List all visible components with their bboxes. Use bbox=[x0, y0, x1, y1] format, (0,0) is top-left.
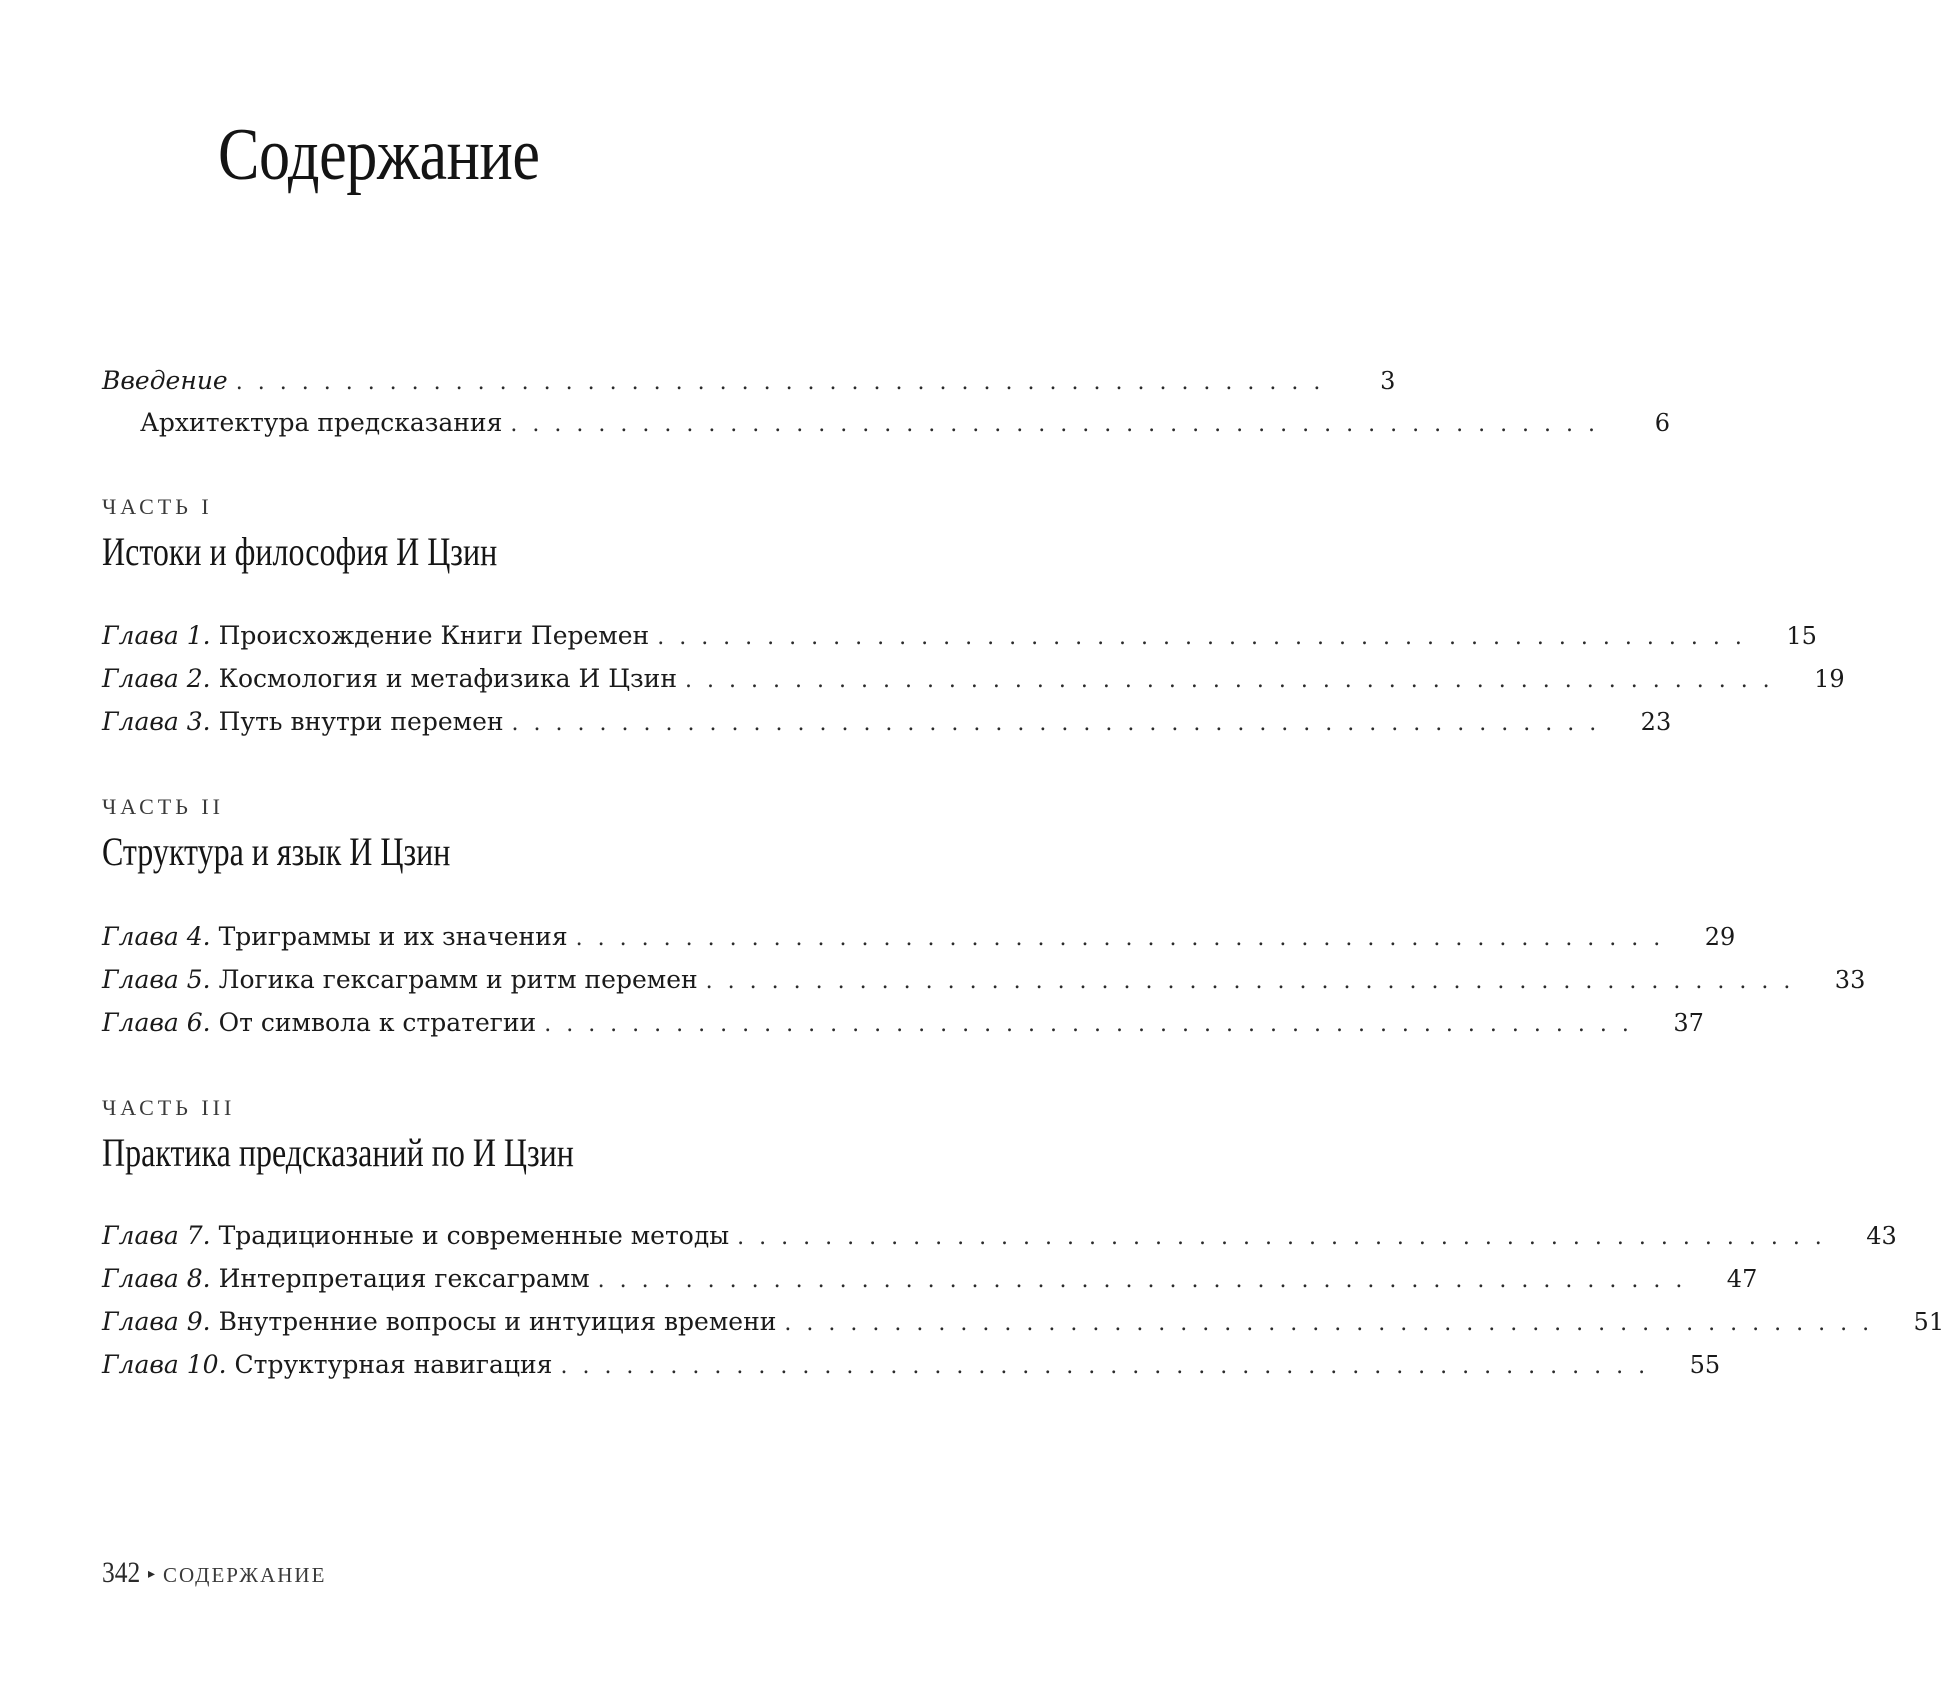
toc-entry-title: Триграммы и их значения bbox=[218, 922, 568, 951]
part-title: Практика предсказаний по И Цзин bbox=[102, 1130, 574, 1175]
chapter-label: Глава 7. bbox=[102, 1221, 211, 1250]
toc-entry-title: Логика гексаграмм и ритм перемен bbox=[218, 965, 698, 994]
chapter-label: Глава 10. bbox=[102, 1350, 227, 1379]
toc-entry-chapter-8[interactable] bbox=[102, 1259, 1758, 1299]
toc-entry-title: Традиционные и современные методы bbox=[218, 1221, 730, 1250]
toc-entry-title: Интерпретация гексаграмм bbox=[218, 1264, 590, 1293]
page-footer bbox=[102, 1556, 326, 1590]
dot-leader: .................................................. bbox=[705, 969, 1806, 994]
chapter-label: Глава 1. bbox=[102, 621, 211, 650]
dot-leader: .................................................. bbox=[737, 1225, 1837, 1250]
chapter-label: Глава 8. bbox=[102, 1264, 211, 1293]
page-title: Содержание bbox=[218, 114, 540, 196]
toc-entry-chapter-5[interactable] bbox=[102, 960, 1866, 1000]
footer-section-title: СОДЕРЖАНИЕ bbox=[163, 1563, 327, 1587]
toc-entry-chapter-7[interactable] bbox=[102, 1216, 1897, 1256]
toc-page-number: 19 bbox=[1814, 665, 1845, 693]
toc-entry-title: Внутренние вопросы и интуиция времени bbox=[218, 1307, 777, 1336]
toc-entry-architecture[interactable] bbox=[140, 403, 1671, 443]
toc-page-number: 3 bbox=[1380, 367, 1396, 395]
toc-page-number: 29 bbox=[1704, 923, 1736, 951]
toc-entry-title: Путь внутри перемен bbox=[218, 707, 504, 736]
toc-page-number: 15 bbox=[1786, 622, 1817, 650]
footer-separator-icon: ▸ bbox=[148, 1567, 156, 1582]
chapter-label: Глава 5. bbox=[102, 965, 211, 994]
part-title: Истоки и философия И Цзин bbox=[102, 529, 498, 574]
dot-leader: .................................................. bbox=[235, 370, 1336, 395]
part-label: ЧАСТЬ III bbox=[102, 1095, 236, 1120]
toc-entry-chapter-6[interactable] bbox=[102, 1003, 1704, 1043]
part-title: Структура и язык И Цзин bbox=[102, 829, 451, 874]
dot-leader: .................................................. bbox=[544, 1012, 1644, 1037]
toc-entry-title: От символа к стратегии bbox=[218, 1008, 537, 1037]
dot-leader: .................................................. bbox=[784, 1311, 1885, 1336]
chapter-label: Глава 2. bbox=[102, 664, 211, 693]
toc-entry-title: Структурная навигация bbox=[234, 1350, 553, 1379]
dot-leader: .................................................. bbox=[685, 668, 1785, 693]
toc-entry-chapter-4[interactable] bbox=[102, 917, 1736, 957]
dot-leader: .................................................. bbox=[510, 412, 1611, 437]
toc-entry-title: Архитектура предсказания bbox=[140, 408, 503, 437]
toc-page-number: 33 bbox=[1834, 966, 1866, 994]
chapter-label: Глава 4. bbox=[102, 922, 211, 951]
toc-entry-chapter-10[interactable] bbox=[102, 1345, 1721, 1385]
toc-page-number: 43 bbox=[1866, 1222, 1897, 1250]
chapter-label: Глава 3. bbox=[102, 707, 211, 736]
toc-page-number: 6 bbox=[1654, 409, 1671, 437]
dot-leader: .................................................. bbox=[597, 1268, 1698, 1293]
toc-page-number: 47 bbox=[1726, 1265, 1758, 1293]
toc-entry-chapter-3[interactable] bbox=[102, 702, 1672, 742]
toc-entry-title: Космология и метафизика И Цзин bbox=[218, 664, 678, 693]
toc-entry-title: Происхождение Книги Перемен bbox=[218, 621, 650, 650]
toc-page-number: 23 bbox=[1640, 708, 1672, 736]
toc-page-number: 55 bbox=[1689, 1351, 1721, 1379]
toc-entry-chapter-1[interactable] bbox=[102, 616, 1817, 656]
chapter-label: Глава 9. bbox=[102, 1307, 211, 1336]
dot-leader: .................................................. bbox=[560, 1354, 1661, 1379]
footer-page-number: 342 bbox=[102, 1556, 141, 1589]
toc-page-number: 37 bbox=[1673, 1009, 1704, 1037]
toc-page-number: 51 bbox=[1913, 1308, 1944, 1336]
dot-leader: .................................................. bbox=[511, 711, 1612, 736]
toc-entry-introduction[interactable] bbox=[102, 361, 1396, 401]
toc-entry-chapter-2[interactable] bbox=[102, 659, 1845, 699]
chapter-label: Глава 6. bbox=[102, 1008, 211, 1037]
toc-entry-title: Введение bbox=[102, 366, 228, 395]
dot-leader: .................................................. bbox=[657, 625, 1757, 650]
part-label: ЧАСТЬ I bbox=[102, 494, 213, 519]
toc-entry-chapter-9[interactable] bbox=[102, 1302, 1944, 1342]
dot-leader: .................................................. bbox=[575, 926, 1676, 951]
part-label: ЧАСТЬ II bbox=[102, 794, 224, 819]
